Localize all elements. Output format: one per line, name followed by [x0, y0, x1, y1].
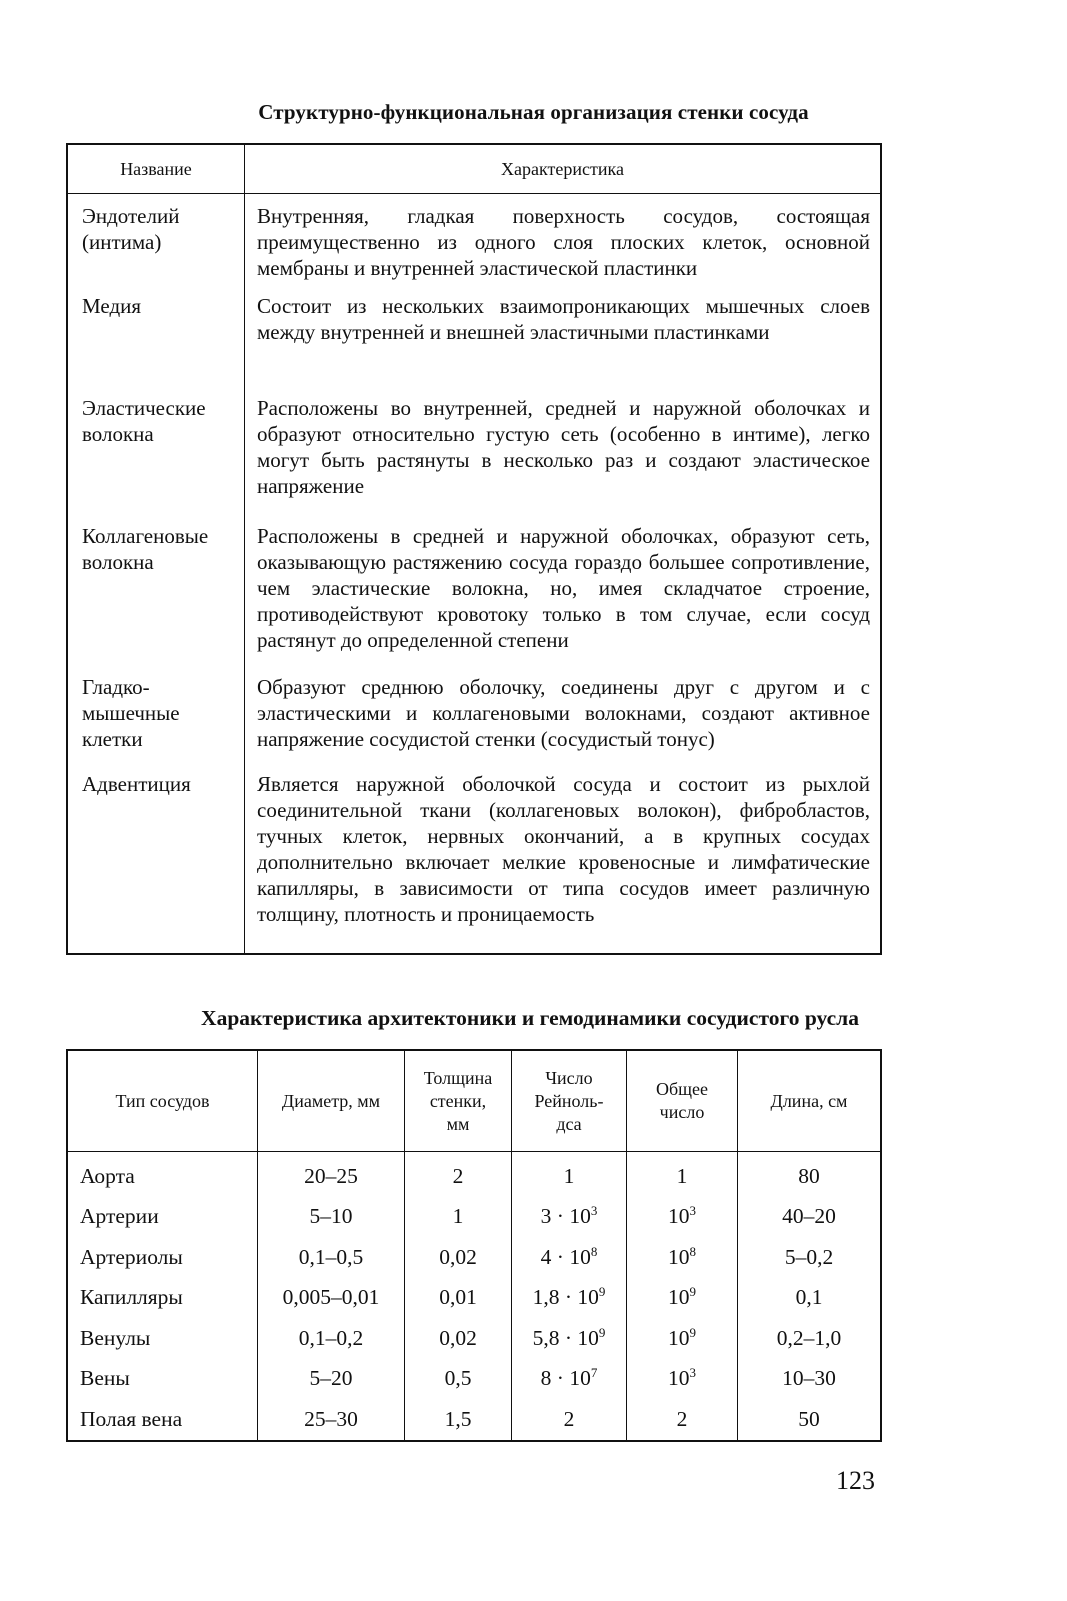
table-row — [67, 674, 881, 771]
reynolds-mantissa: 5,8 · 10 — [532, 1325, 599, 1350]
table-row — [67, 194, 881, 294]
length-cell — [738, 1152, 882, 1197]
diameter-cell — [258, 1197, 405, 1238]
page-number: 123 — [836, 1466, 875, 1495]
row-name-cell — [67, 293, 245, 395]
diameter-value: 25–30 — [304, 1406, 358, 1431]
column-header-characteristic: Характеристика — [245, 144, 882, 194]
table-row — [67, 1359, 881, 1400]
reynolds-mantissa: 3 · 10 — [540, 1204, 591, 1229]
header-line: число — [659, 1102, 705, 1122]
wall-thickness-cell — [405, 1318, 512, 1359]
wall-value: 1,5 — [444, 1406, 472, 1431]
table-row — [67, 1278, 881, 1319]
table-row — [67, 1399, 881, 1441]
reynolds-mantissa: 1,8 · 10 — [532, 1285, 599, 1310]
vessel-type-cell — [67, 1318, 258, 1359]
row-name-cell — [67, 194, 245, 294]
wall-value: 0,02 — [439, 1244, 477, 1269]
vessel-type: Артерии — [80, 1204, 159, 1229]
count-base: 10 — [668, 1244, 690, 1269]
reynolds-mantissa: 4 · 10 — [540, 1244, 591, 1269]
diameter-cell — [258, 1237, 405, 1278]
vessel-type-cell — [67, 1237, 258, 1278]
wall-thickness-cell — [405, 1278, 512, 1319]
count-base: 10 — [668, 1366, 690, 1391]
count-base: 10 — [668, 1325, 690, 1350]
reynolds-cell — [512, 1399, 627, 1441]
header-line: мм — [446, 1113, 470, 1134]
reynolds-exponent: 9 — [598, 1324, 606, 1340]
diameter-cell — [258, 1359, 405, 1400]
wall-thickness-cell — [405, 1152, 512, 1197]
length-cell — [738, 1197, 882, 1238]
diameter-value: 0,1–0,5 — [298, 1244, 364, 1269]
vessel-type: Полая вена — [80, 1406, 183, 1431]
diameter-cell — [258, 1278, 405, 1319]
row-name-cell — [67, 395, 245, 523]
count-base: 2 — [676, 1406, 688, 1431]
wall-thickness-cell — [405, 1399, 512, 1441]
wall-value: 1 — [452, 1204, 464, 1229]
reynolds-mantissa: 1 — [563, 1163, 575, 1188]
reynolds-cell — [512, 1359, 627, 1400]
header-line: Рейноль- — [534, 1090, 604, 1111]
count-exponent: 8 — [689, 1243, 696, 1259]
row-name-line: Медия — [82, 294, 142, 318]
diameter-value: 0,005–0,01 — [282, 1285, 380, 1310]
vessel-type-cell — [67, 1359, 258, 1400]
diameter-value: 20–25 — [304, 1163, 358, 1188]
table1-title: Структурно-функциональная организация стенки сосуда — [258, 100, 809, 124]
table-row — [67, 395, 881, 523]
vessel-wall-table — [66, 143, 882, 955]
row-description: Состоит из нескольких взаимопроникающих мышечных слоев между внутренней и внешней эластичными пластинками — [245, 293, 882, 395]
count-exponent: 9 — [689, 1284, 696, 1300]
length-cell — [738, 1399, 882, 1441]
table-row — [67, 1318, 881, 1359]
row-name-line: Эластические — [82, 396, 206, 420]
length-value: 5–0,2 — [784, 1244, 834, 1269]
column-header-reynolds — [512, 1050, 627, 1152]
table-row — [67, 1197, 881, 1238]
total-count-cell — [627, 1197, 738, 1238]
reynolds-exponent: 9 — [598, 1284, 606, 1300]
column-header-wall — [405, 1050, 512, 1152]
count-exponent: 3 — [689, 1203, 696, 1219]
length-value: 80 — [798, 1163, 820, 1188]
reynolds-mantissa: 2 — [563, 1406, 575, 1431]
column-header-name: Название — [67, 144, 245, 194]
length-cell — [738, 1278, 882, 1319]
reynolds-mantissa: 8 · 10 — [540, 1366, 591, 1391]
diameter-value: 0,1–0,2 — [298, 1325, 364, 1350]
reynolds-cell — [512, 1152, 627, 1197]
vessel-type: Капилляры — [80, 1285, 183, 1310]
count-base: 10 — [668, 1285, 690, 1310]
wall-thickness-cell — [405, 1197, 512, 1238]
table-row — [67, 771, 881, 954]
table-row — [67, 293, 881, 395]
row-name-line: волокна — [82, 422, 154, 446]
row-name-line: волокна — [82, 550, 154, 574]
diameter-value: 5–20 — [309, 1366, 353, 1391]
row-name-line: Гладко- — [82, 675, 150, 699]
length-value: 0,2–1,0 — [776, 1325, 842, 1350]
total-count-cell — [627, 1152, 738, 1197]
header-line: стенки, — [429, 1090, 487, 1111]
column-header-count — [627, 1050, 738, 1152]
count-base: 10 — [668, 1204, 690, 1229]
row-description: Внутренняя, гладкая поверхность сосудов, состоящая преимущественно из одного слоя плоских клеток, основной мембраны и внутренней эластической пластинки — [245, 194, 882, 294]
total-count-cell — [627, 1359, 738, 1400]
table-row — [67, 1237, 881, 1278]
reynolds-cell — [512, 1278, 627, 1319]
row-name-line: (интима) — [82, 230, 162, 254]
total-count-cell — [627, 1237, 738, 1278]
row-name-line: клетки — [82, 727, 143, 751]
count-base: 1 — [676, 1163, 688, 1188]
wall-value: 0,02 — [439, 1325, 477, 1350]
wall-value: 2 — [452, 1163, 464, 1188]
vessel-type: Венулы — [80, 1325, 151, 1350]
vessel-type: Вены — [80, 1366, 130, 1391]
row-name-cell — [67, 674, 245, 771]
header-line: Общее — [656, 1079, 708, 1099]
length-value: 0,1 — [795, 1285, 823, 1310]
column-header-length: Длина, см — [738, 1050, 882, 1152]
reynolds-exponent: 8 — [590, 1243, 598, 1259]
wall-thickness-cell — [405, 1237, 512, 1278]
total-count-cell — [627, 1399, 738, 1441]
table-row — [67, 523, 881, 674]
vessel-type-cell — [67, 1399, 258, 1441]
reynolds-cell — [512, 1237, 627, 1278]
row-description: Расположены во внутренней, средней и наружной оболочках и образуют относительно густую сеть (особенно в интиме), легко могут быть растянуты в несколько раз и создают эластическое напряжение — [245, 395, 882, 523]
diameter-cell — [258, 1399, 405, 1441]
header-line: Число — [545, 1067, 593, 1088]
vessel-type-cell — [67, 1152, 258, 1197]
table2-header-row — [67, 1050, 881, 1152]
reynolds-exponent: 3 — [590, 1203, 598, 1219]
length-cell — [738, 1237, 882, 1278]
vessel-type: Артериолы — [80, 1244, 183, 1269]
vascular-bed-table — [66, 1049, 882, 1442]
length-value: 10–30 — [782, 1366, 836, 1391]
reynolds-cell — [512, 1318, 627, 1359]
total-count-cell — [627, 1318, 738, 1359]
diameter-cell — [258, 1318, 405, 1359]
wall-value: 0,01 — [439, 1285, 477, 1310]
length-cell — [738, 1318, 882, 1359]
vessel-type-cell — [67, 1197, 258, 1238]
row-description: Является наружной оболочкой сосуда и состоит из рыхлой соединительной ткани (коллагеновых волокон), фибробластов, тучных клеток, нервных окончаний, а в крупных сосудах дополнительно включает мелкие кровеносные и лимфатические капилляры, в зависимости от типа сосудов имеет различную толщину, плотность и проницаемость — [245, 771, 882, 954]
row-description: Расположены в средней и наружной оболочках, образуют сеть, оказывающую растяжению сосуда гораздо большее сопротивление, чем эластические волокна, но, имея складчатое строение, противодействуют кровотоку только в том случае, если сосуд растянут до определенной степени — [245, 523, 882, 674]
vessel-type: Аорта — [80, 1163, 135, 1188]
row-name-line: Коллагеновые — [82, 524, 209, 548]
reynolds-exponent: 7 — [590, 1365, 598, 1381]
length-value: 40–20 — [782, 1204, 836, 1229]
vessel-type-cell — [67, 1278, 258, 1319]
count-exponent: 9 — [689, 1324, 696, 1340]
reynolds-cell — [512, 1197, 627, 1238]
column-header-diameter: Диаметр, мм — [258, 1050, 405, 1152]
table2-title: Характеристика архитектоники и гемодинамики сосудистого русла — [201, 1006, 859, 1030]
column-header-type: Тип сосудов — [67, 1050, 258, 1152]
row-name-line: мышечные — [82, 701, 180, 725]
row-name-cell — [67, 771, 245, 954]
count-exponent: 3 — [689, 1365, 696, 1381]
row-name-cell — [67, 523, 245, 674]
wall-value: 0,5 — [444, 1366, 472, 1391]
table1-header-row — [67, 144, 881, 194]
diameter-cell — [258, 1152, 405, 1197]
row-description: Образуют среднюю оболочку, соединены друг с другом и с эластическими и коллагеновыми волокнами, создают активное напряжение сосудистой стенки (сосудистый тонус) — [245, 674, 882, 771]
row-name-line: Адвентиция — [82, 772, 191, 796]
diameter-value: 5–10 — [309, 1204, 353, 1229]
header-line: дса — [556, 1113, 582, 1134]
length-cell — [738, 1359, 882, 1400]
length-value: 50 — [798, 1406, 820, 1431]
header-line: Толщина — [423, 1067, 493, 1088]
table-row — [67, 1152, 881, 1197]
wall-thickness-cell — [405, 1359, 512, 1400]
row-name-line: Эндотелий — [82, 204, 180, 228]
total-count-cell — [627, 1278, 738, 1319]
